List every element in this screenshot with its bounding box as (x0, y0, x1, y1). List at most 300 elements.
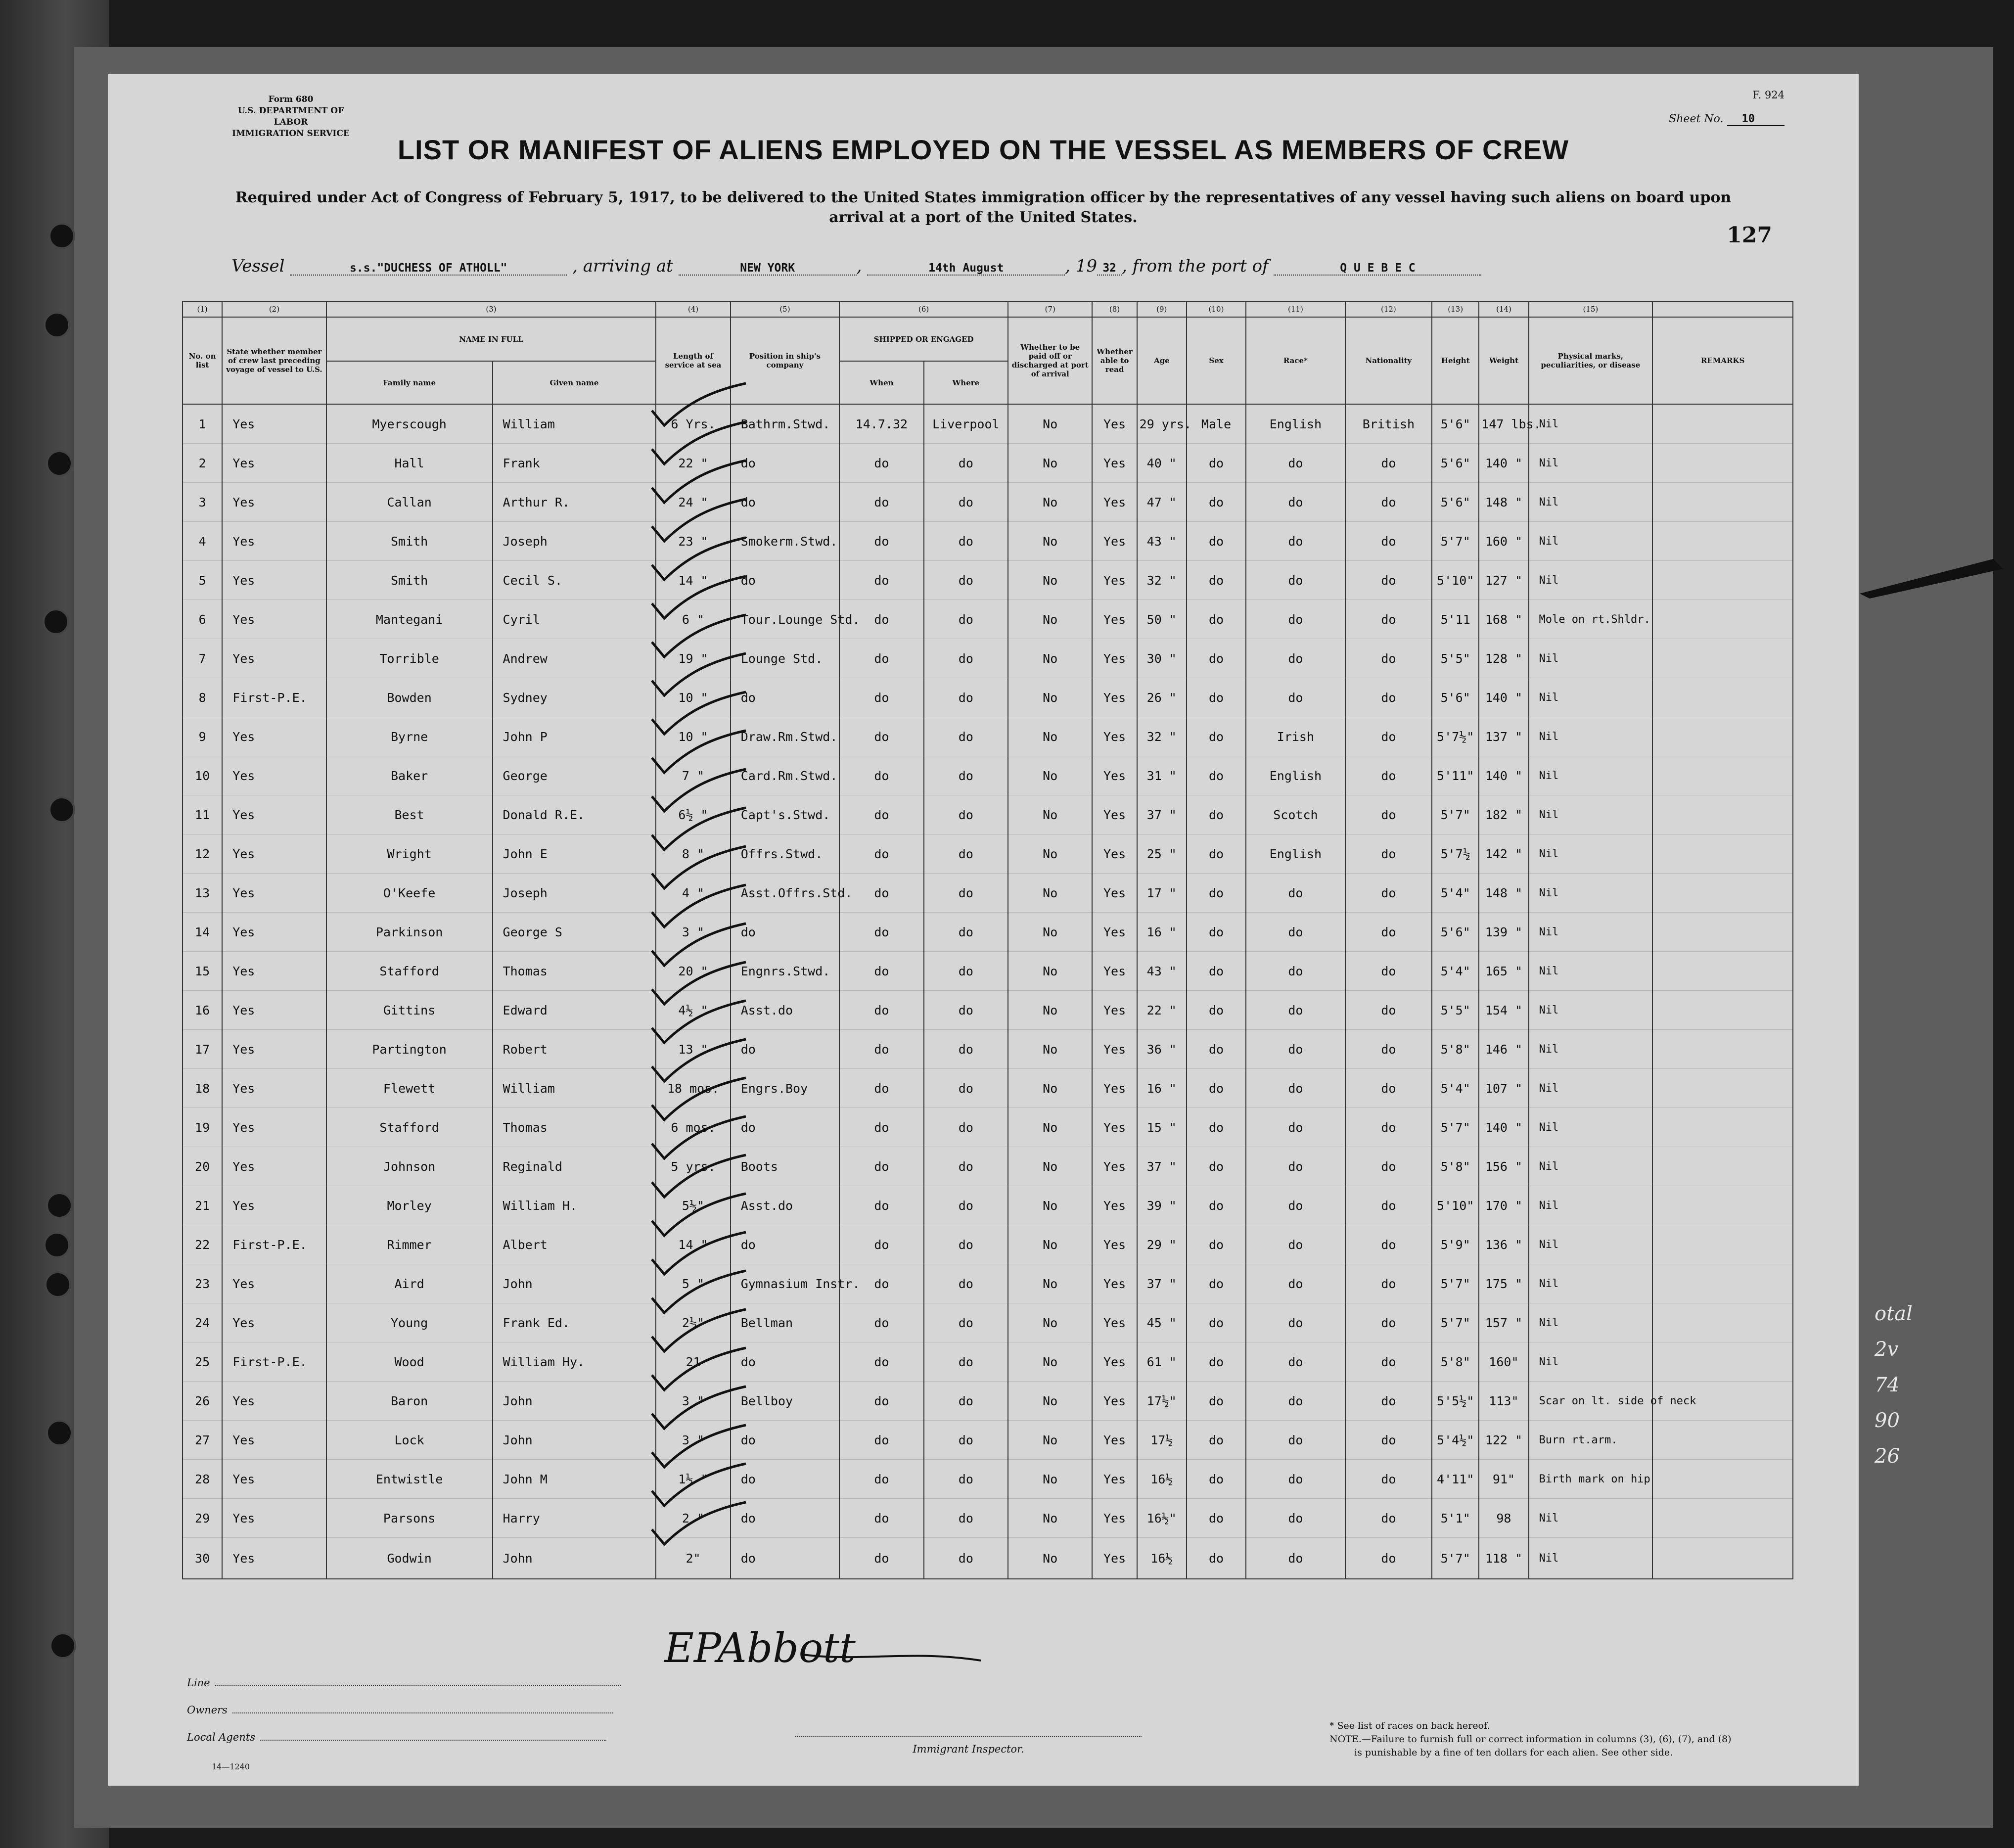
check-mark-icon (652, 962, 746, 1004)
cell-position: Bellman (731, 1303, 840, 1342)
col-position: Position in ship's company (731, 317, 840, 404)
cell-height: 5'7" (1432, 1538, 1479, 1579)
cell-weight: 170 " (1479, 1186, 1528, 1225)
cell-when: do (839, 522, 923, 561)
cell-service: 5 yrs. (656, 1147, 730, 1186)
cell-given: Frank Ed. (493, 1303, 656, 1342)
cell-weight: 148 " (1479, 874, 1528, 913)
cell-age: 47 " (1137, 483, 1187, 522)
cell-family: Flewett (326, 1069, 493, 1108)
cell-service: 10 " (656, 678, 730, 717)
cell-race: do (1246, 1225, 1345, 1264)
cell-where: do (924, 1069, 1008, 1108)
cell-height: 5'6" (1432, 404, 1479, 444)
cell-age: 37 " (1137, 1147, 1187, 1186)
cell-when: do (839, 1225, 923, 1264)
arrival-year: 32 (1097, 262, 1122, 276)
col-num: (3) (326, 301, 656, 317)
cell-age: 31 " (1137, 756, 1187, 795)
cell-member: Yes (222, 1030, 326, 1069)
col-num: (8) (1092, 301, 1137, 317)
cell-paid-off: No (1008, 678, 1092, 717)
cell-service: 22 " (656, 444, 730, 483)
cell-sex: do (1187, 756, 1246, 795)
cell-nationality: do (1345, 522, 1432, 561)
edge-marks (1875, 1296, 1913, 1474)
cell-given: John (493, 1421, 656, 1460)
cell-able-read: Yes (1092, 600, 1137, 639)
cell-when: do (839, 1030, 923, 1069)
table-row (183, 1108, 1793, 1147)
cell-no: 8 (183, 678, 222, 717)
edge-mark: 26 (1875, 1445, 1900, 1468)
cell-position: Lounge Std. (731, 639, 840, 678)
cell-where: do (924, 1264, 1008, 1303)
cell-position: do (731, 1342, 840, 1382)
cell-service: 2 " (656, 1499, 730, 1538)
cell-height: 5'1" (1432, 1499, 1479, 1538)
col-num: (1) (183, 301, 222, 317)
cell-given: William (493, 404, 656, 444)
col-sex: Sex (1187, 317, 1246, 404)
cell-when: do (839, 952, 923, 991)
cell-given: Sydney (493, 678, 656, 717)
cell-race: do (1246, 600, 1345, 639)
col-num: (2) (222, 301, 326, 317)
cell-where: do (924, 991, 1008, 1030)
cell-given: Cecil S. (493, 561, 656, 600)
cell-member: Yes (222, 991, 326, 1030)
cell-no: 20 (183, 1147, 222, 1186)
cell-race: do (1246, 952, 1345, 991)
cell-able-read: Yes (1092, 522, 1137, 561)
cell-service: 20 " (656, 952, 730, 991)
cell-able-read: Yes (1092, 1108, 1137, 1147)
cell-physical-marks: Nil (1529, 795, 1653, 834)
cell-weight: 160" (1479, 1342, 1528, 1382)
check-mark-icon (652, 731, 746, 773)
cell-member: Yes (222, 639, 326, 678)
cell-when: do (839, 1538, 923, 1579)
cell-service: 4 " (656, 874, 730, 913)
races-note: * See list of races on back hereof. (1329, 1720, 1490, 1731)
cell-given: George S (493, 913, 656, 952)
cell-age: 45 " (1137, 1303, 1187, 1342)
cell-remarks (1652, 483, 1793, 522)
cell-able-read: Yes (1092, 991, 1137, 1030)
col-where: Where (924, 361, 1008, 404)
page-number: 127 (1727, 223, 1772, 248)
table-row (183, 1069, 1793, 1108)
cell-when: 14.7.32 (839, 404, 923, 444)
cell-race: do (1246, 639, 1345, 678)
cell-where: do (924, 522, 1008, 561)
cell-remarks (1652, 1147, 1793, 1186)
check-mark-icon (652, 538, 746, 580)
col-family-name: Family name (326, 361, 493, 404)
cell-family: Best (326, 795, 493, 834)
cell-when: do (839, 1499, 923, 1538)
cell-given: Robert (493, 1030, 656, 1069)
cell-nationality: do (1345, 874, 1432, 913)
cell-sex: do (1187, 834, 1246, 874)
cell-able-read: Yes (1092, 1303, 1137, 1342)
cell-when: do (839, 561, 923, 600)
cell-position: do (731, 483, 840, 522)
cell-member: Yes (222, 717, 326, 756)
binder-hole-icon (48, 223, 75, 249)
cell-position: Asst.do (731, 991, 840, 1030)
cell-position: Gymnasium Instr. (731, 1264, 840, 1303)
cell-remarks (1652, 991, 1793, 1030)
cell-physical-marks: Nil (1529, 1147, 1653, 1186)
cell-family: Young (326, 1303, 493, 1342)
cell-when: do (839, 1342, 923, 1382)
cell-sex: do (1187, 952, 1246, 991)
cell-age: 37 " (1137, 1264, 1187, 1303)
cell-when: do (839, 1421, 923, 1460)
cell-paid-off: No (1008, 834, 1092, 874)
cell-nationality: do (1345, 1147, 1432, 1186)
cell-race: do (1246, 561, 1345, 600)
table-row (183, 1147, 1793, 1186)
cell-remarks (1652, 404, 1793, 444)
cell-given: John M (493, 1460, 656, 1499)
cell-sex: do (1187, 1225, 1246, 1264)
cell-race: do (1246, 1303, 1345, 1342)
cell-height: 5'4" (1432, 1069, 1479, 1108)
table-row (183, 1264, 1793, 1303)
cell-weight: 118 " (1479, 1538, 1528, 1579)
binder-hole-icon (46, 1420, 73, 1446)
cell-able-read: Yes (1092, 756, 1137, 795)
cell-height: 5'10" (1432, 1186, 1479, 1225)
cell-when: do (839, 483, 923, 522)
cell-given: William (493, 1069, 656, 1108)
cell-where: do (924, 483, 1008, 522)
cell-service: 5½" (656, 1186, 730, 1225)
cell-height: 5'11 (1432, 600, 1479, 639)
cell-able-read: Yes (1092, 404, 1137, 444)
cell-sex: do (1187, 1069, 1246, 1108)
cell-remarks (1652, 1421, 1793, 1460)
col-num: (13) (1432, 301, 1479, 317)
check-mark-icon (652, 885, 746, 927)
cell-age: 40 " (1137, 444, 1187, 483)
cell-where: do (924, 834, 1008, 874)
check-mark-icon (652, 1309, 746, 1351)
table-row (183, 1499, 1793, 1538)
cell-position: do (731, 1499, 840, 1538)
cell-where: do (924, 1460, 1008, 1499)
cell-physical-marks: Nil (1529, 717, 1653, 756)
cell-weight: 148 " (1479, 483, 1528, 522)
cell-member: Yes (222, 834, 326, 874)
col-num: (4) (656, 301, 730, 317)
cell-given: Cyril (493, 600, 656, 639)
check-mark-icon (652, 1001, 746, 1043)
col-name-in-full: NAME IN FULL (326, 317, 656, 361)
cell-able-read: Yes (1092, 1538, 1137, 1579)
cell-position: Capt's.Stwd. (731, 795, 840, 834)
cell-able-read: Yes (1092, 1460, 1137, 1499)
check-mark-icon (652, 1116, 746, 1158)
col-race: Race* (1246, 317, 1345, 404)
cell-race: do (1246, 1108, 1345, 1147)
sheet-label: Sheet No. (1669, 113, 1724, 125)
cell-age: 17½" (1137, 1382, 1187, 1421)
table-row (183, 717, 1793, 756)
cell-member: First-P.E. (222, 1225, 326, 1264)
vessel-line: Vessel s.s."DUCHESS OF ATHOLL" , arriving at NEW YORK , 14th August , 19 32 , from the port of Q U E B E C (231, 256, 1715, 276)
cell-where: do (924, 561, 1008, 600)
cell-when: do (839, 639, 923, 678)
cell-given: John P (493, 717, 656, 756)
cell-sex: do (1187, 1147, 1246, 1186)
cell-given: Andrew (493, 639, 656, 678)
cell-physical-marks: Nil (1529, 913, 1653, 952)
cell-height: 5'7" (1432, 1303, 1479, 1342)
cell-paid-off: No (1008, 1186, 1092, 1225)
cell-family: Godwin (326, 1538, 493, 1579)
cell-where: do (924, 1421, 1008, 1460)
cell-remarks (1652, 952, 1793, 991)
check-marks (647, 391, 756, 1578)
cell-sex: do (1187, 444, 1246, 483)
cell-remarks (1652, 1108, 1793, 1147)
cell-age: 25 " (1137, 834, 1187, 874)
agents-field (187, 1731, 621, 1758)
cell-age: 26 " (1137, 678, 1187, 717)
cell-given: Donald R.E. (493, 795, 656, 834)
cell-family: Johnson (326, 1147, 493, 1186)
year-prefix: 19 (1075, 256, 1098, 276)
cell-position: Bellboy (731, 1382, 840, 1421)
cell-race: do (1246, 1460, 1345, 1499)
cell-family: Rimmer (326, 1225, 493, 1264)
cell-able-read: Yes (1092, 1264, 1137, 1303)
cell-member: Yes (222, 444, 326, 483)
cell-remarks (1652, 1303, 1793, 1342)
cell-when: do (839, 1303, 923, 1342)
check-mark-icon (652, 769, 746, 811)
cell-where: do (924, 1538, 1008, 1579)
cell-weight: 157 " (1479, 1303, 1528, 1342)
cell-service: 4½ " (656, 991, 730, 1030)
form-identifier (224, 94, 358, 139)
cell-sex: do (1187, 1108, 1246, 1147)
cell-where: do (924, 717, 1008, 756)
cell-paid-off: No (1008, 1382, 1092, 1421)
cell-when: do (839, 756, 923, 795)
cell-weight: 140 " (1479, 444, 1528, 483)
cell-family: Morley (326, 1186, 493, 1225)
cell-sex: do (1187, 913, 1246, 952)
cell-race: do (1246, 1382, 1345, 1421)
cell-remarks (1652, 717, 1793, 756)
cell-where: Liverpool (924, 404, 1008, 444)
cell-sex: do (1187, 874, 1246, 913)
cell-age: 16½ (1137, 1538, 1187, 1579)
cell-age: 39 " (1137, 1186, 1187, 1225)
table-row (183, 483, 1793, 522)
table-row (183, 1342, 1793, 1382)
cell-no: 18 (183, 1069, 222, 1108)
edge-paper-clip (1860, 554, 2008, 599)
col-paid-off: Whether to be paid off or discharged at port of arrival (1008, 317, 1092, 404)
table-row (183, 795, 1793, 834)
cell-member: Yes (222, 795, 326, 834)
cell-able-read: Yes (1092, 1225, 1137, 1264)
table-row (183, 1225, 1793, 1264)
cell-no: 30 (183, 1538, 222, 1579)
cell-weight: 122 " (1479, 1421, 1528, 1460)
cell-physical-marks: Nil (1529, 1030, 1653, 1069)
cell-paid-off: No (1008, 1030, 1092, 1069)
cell-family: Callan (326, 483, 493, 522)
cell-weight: 137 " (1479, 717, 1528, 756)
cell-physical-marks: Mole on rt.Shldr. (1529, 600, 1653, 639)
cell-physical-marks: Nil (1529, 444, 1653, 483)
cell-sex: do (1187, 483, 1246, 522)
cell-remarks (1652, 834, 1793, 874)
cell-nationality: do (1345, 795, 1432, 834)
cell-age: 16 " (1137, 913, 1187, 952)
col-num: (14) (1479, 301, 1528, 317)
cell-given: Thomas (493, 1108, 656, 1147)
cell-member: Yes (222, 561, 326, 600)
cell-remarks (1652, 522, 1793, 561)
cell-weight: 147 lbs. (1479, 404, 1528, 444)
cell-family: Partington (326, 1030, 493, 1069)
cell-member: First-P.E. (222, 1342, 326, 1382)
immigrant-inspector-line: Immigrant Inspector. (795, 1736, 1142, 1755)
cell-where: do (924, 639, 1008, 678)
cell-nationality: do (1345, 1342, 1432, 1382)
cell-no: 26 (183, 1382, 222, 1421)
edge-mark: otal (1875, 1302, 1913, 1325)
cell-age: 29 " (1137, 1225, 1187, 1264)
cell-weight: 91" (1479, 1460, 1528, 1499)
cell-age: 30 " (1137, 639, 1187, 678)
cell-family: Stafford (326, 952, 493, 991)
cell-age: 16½" (1137, 1499, 1187, 1538)
cell-physical-marks: Nil (1529, 756, 1653, 795)
cell-no: 13 (183, 874, 222, 913)
cell-race: do (1246, 483, 1345, 522)
cell-member: Yes (222, 483, 326, 522)
cell-physical-marks: Nil (1529, 834, 1653, 874)
cell-where: do (924, 1303, 1008, 1342)
sheet-no-value: 10 (1727, 113, 1785, 126)
check-mark-icon (652, 1194, 746, 1236)
cell-height: 5'8" (1432, 1342, 1479, 1382)
binder-hole-icon (46, 450, 73, 477)
cell-weight: 146 " (1479, 1030, 1528, 1069)
cell-race: do (1246, 444, 1345, 483)
cell-remarks (1652, 1460, 1793, 1499)
cell-remarks (1652, 1225, 1793, 1264)
cell-race: do (1246, 1264, 1345, 1303)
form-number: Form 680 (268, 94, 314, 104)
signature-mark (654, 1615, 1050, 1684)
cell-where: do (924, 1499, 1008, 1538)
cell-member: Yes (222, 1147, 326, 1186)
cell-age: 36 " (1137, 1030, 1187, 1069)
cell-race: do (1246, 1186, 1345, 1225)
table-row (183, 522, 1793, 561)
cell-physical-marks: Nil (1529, 1303, 1653, 1342)
cell-service: 2½" (656, 1303, 730, 1342)
cell-no: 21 (183, 1186, 222, 1225)
cell-paid-off: No (1008, 1225, 1092, 1264)
cell-remarks (1652, 639, 1793, 678)
cell-member: Yes (222, 1303, 326, 1342)
cell-height: 5'10" (1432, 561, 1479, 600)
cell-service: 19 " (656, 639, 730, 678)
cell-given: John E (493, 834, 656, 874)
cell-given: John (493, 1264, 656, 1303)
cell-paid-off: No (1008, 913, 1092, 952)
cell-nationality: do (1345, 717, 1432, 756)
vessel-label: Vessel (231, 256, 285, 276)
col-height: Height (1432, 317, 1479, 404)
cell-service: 3 " (656, 1421, 730, 1460)
cell-paid-off: No (1008, 717, 1092, 756)
cell-physical-marks: Nil (1529, 952, 1653, 991)
cell-when: do (839, 874, 923, 913)
cell-where: do (924, 795, 1008, 834)
cell-remarks (1652, 1499, 1793, 1538)
cell-able-read: Yes (1092, 952, 1137, 991)
cell-position: Engnrs.Stwd. (731, 952, 840, 991)
check-mark-icon (652, 924, 746, 966)
cell-position: do (731, 561, 840, 600)
cell-nationality: do (1345, 991, 1432, 1030)
agents-label: Local Agents (187, 1731, 256, 1743)
cell-when: do (839, 1069, 923, 1108)
cell-sex: do (1187, 1499, 1246, 1538)
col-able-read: Whether able to read (1092, 317, 1137, 404)
cell-weight: 142 " (1479, 834, 1528, 874)
cell-member: Yes (222, 1382, 326, 1421)
cell-physical-marks: Nil (1529, 404, 1653, 444)
cell-when: do (839, 717, 923, 756)
cell-weight: 140 " (1479, 1108, 1528, 1147)
cell-family: Smith (326, 522, 493, 561)
cell-member: Yes (222, 1421, 326, 1460)
cell-nationality: do (1345, 1421, 1432, 1460)
cell-nationality: do (1345, 913, 1432, 952)
cell-paid-off: No (1008, 639, 1092, 678)
table-row (183, 444, 1793, 483)
cell-given: William H. (493, 1186, 656, 1225)
cell-weight: 107 " (1479, 1069, 1528, 1108)
cell-sex: do (1187, 600, 1246, 639)
cell-family: Wright (326, 834, 493, 874)
arrival-port: NEW YORK (679, 262, 857, 276)
cell-no: 2 (183, 444, 222, 483)
cell-no: 14 (183, 913, 222, 952)
cell-height: 5'6" (1432, 483, 1479, 522)
check-mark-icon (652, 1425, 746, 1467)
check-mark-icon (652, 1348, 746, 1390)
cell-paid-off: No (1008, 874, 1092, 913)
table-row (183, 952, 1793, 991)
cell-where: do (924, 1382, 1008, 1421)
page-subtitle (207, 188, 1760, 228)
cell-where: do (924, 444, 1008, 483)
